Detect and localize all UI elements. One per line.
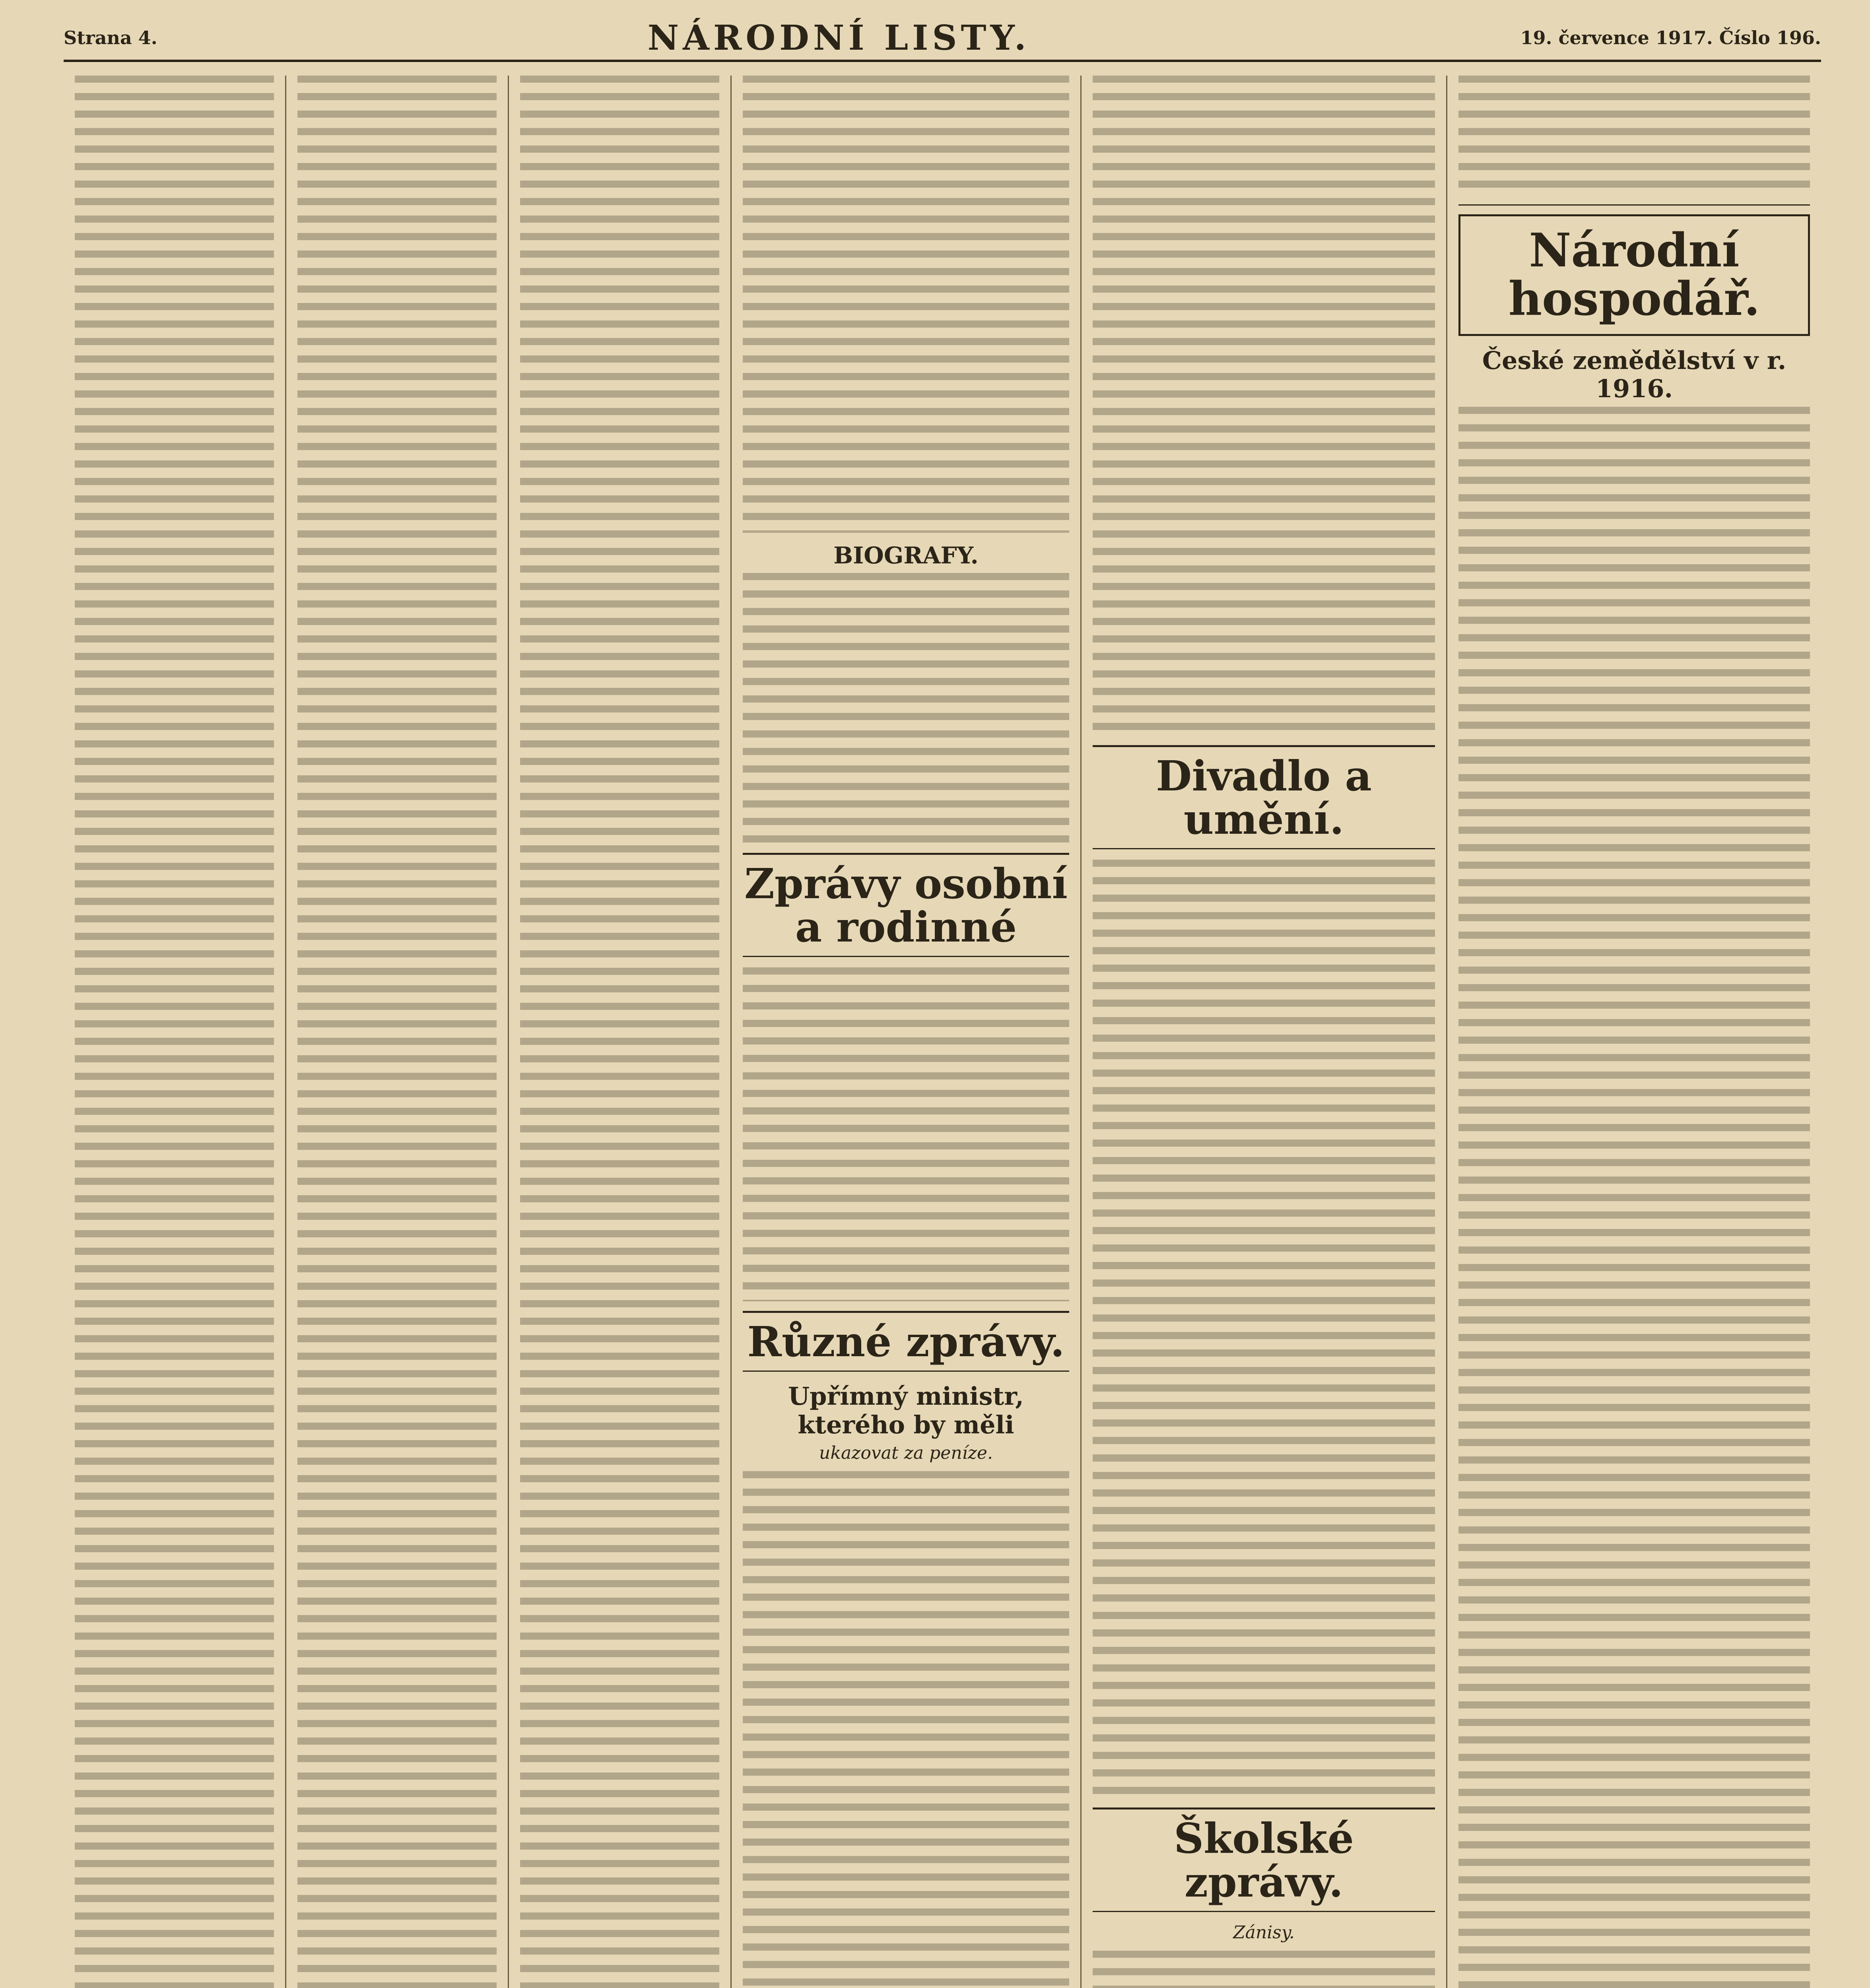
paper-title: NÁRODNÍ LISTY.: [647, 17, 1030, 58]
biografy-heading: BIOGRAFY.: [833, 542, 979, 569]
column-2-text: [297, 76, 497, 1988]
ruzne-zpravy-title: Různé zprávy.: [743, 1311, 1069, 1372]
column-5-text-divadlo: [1093, 860, 1435, 1798]
issue-date: 19. července 1917. Číslo 196.: [1520, 27, 1821, 49]
skolske-title: Školské zprávy.: [1093, 1807, 1435, 1912]
column-4-text-top: [743, 76, 1069, 533]
divider: [1458, 204, 1810, 206]
column-6-text-body: [1458, 407, 1810, 1988]
masthead: [64, 16, 1821, 62]
page-number: Strana 4.: [64, 27, 157, 49]
column-1-text: [75, 76, 274, 1988]
column-4-text-biografy: [743, 573, 1069, 843]
column-5: [1082, 76, 1447, 1988]
column-5-text-skolske: [1093, 1951, 1435, 1988]
cz-zemedelstvi-heading: České zemědělství v r. 1916.: [1482, 346, 1787, 403]
skolske-sub: Zánisy.: [1233, 1922, 1295, 1943]
column-1: [64, 76, 286, 1988]
column-4-text-osobni: [743, 967, 1069, 1301]
divadlo-title: Divadlo a umění.: [1093, 745, 1435, 849]
column-6-text-top: [1458, 76, 1810, 195]
osobni-zpravy-title: Zprávy osobní a rodinné: [743, 853, 1069, 957]
column-3-text: [520, 76, 719, 1988]
column-2: [286, 76, 509, 1988]
ruzne-subhead: u​kazovat za peníze.: [819, 1442, 993, 1463]
column-4: [732, 76, 1082, 1988]
column-5-text-top: [1093, 76, 1435, 736]
column-3: [509, 76, 732, 1988]
column-4-text-ruzne: [743, 1471, 1069, 1988]
narodni-hospodar-title: Národní hospodář.: [1458, 214, 1810, 336]
column-6: [1447, 76, 1821, 1988]
ruzne-headline: Upřímný ministr, kterého by měli: [788, 1382, 1024, 1439]
